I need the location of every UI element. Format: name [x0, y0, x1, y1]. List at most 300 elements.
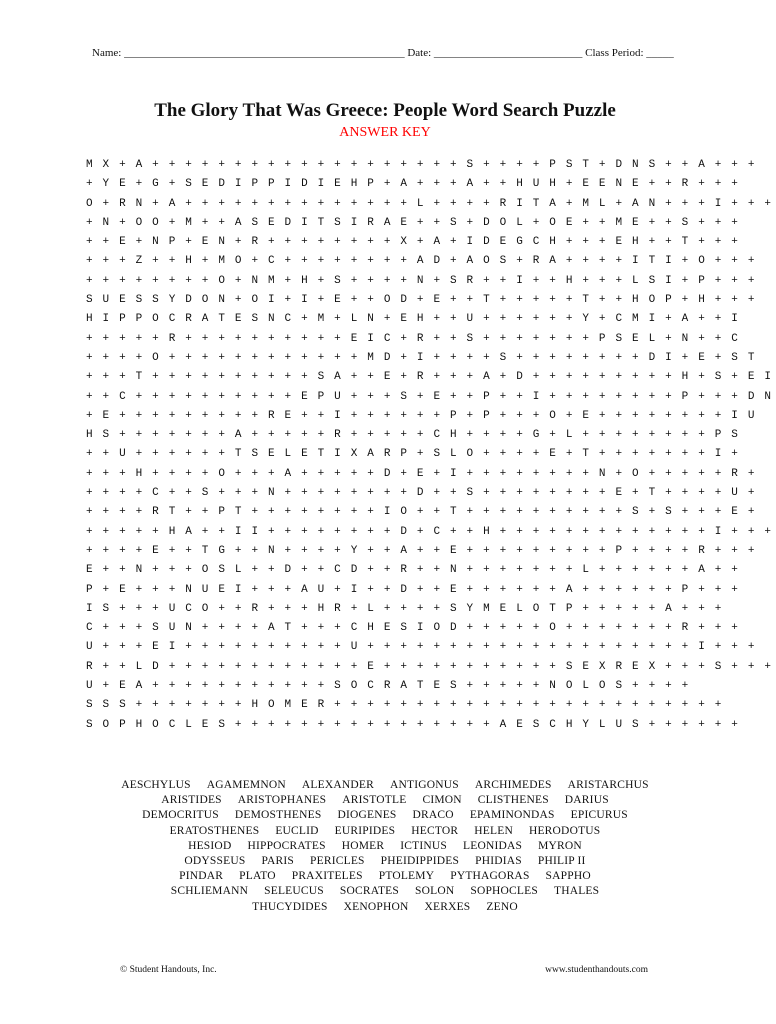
grid-letter: + [466, 371, 474, 384]
grid-letter: + [648, 680, 656, 693]
grid-letter: + [516, 544, 523, 557]
grid-letter: + [565, 564, 573, 577]
grid-letter: + [598, 390, 606, 403]
grid-letter: P [698, 274, 705, 287]
word-bank-word: HECTOR [411, 824, 459, 837]
grid-letter: + [317, 236, 325, 249]
grid-letter: + [615, 699, 623, 712]
grid-letter: + [267, 371, 275, 384]
grid-letter: + [251, 564, 259, 577]
grid-letter: E [499, 236, 507, 249]
grid-letter: + [400, 487, 407, 500]
grid-letter: S [632, 718, 639, 731]
grid-letter: + [615, 255, 623, 268]
grid-letter: A [416, 255, 424, 268]
grid-letter: + [516, 622, 523, 635]
grid-letter: S [565, 660, 573, 673]
grid-letter: D [350, 564, 358, 577]
grid-letter: H [516, 178, 523, 191]
grid-letter: + [499, 274, 507, 287]
grid-letter: + [731, 390, 738, 403]
grid-letter: + [499, 313, 507, 326]
grid-letter: E [400, 313, 407, 326]
grid-letter: + [532, 332, 540, 345]
grid-letter: + [400, 660, 407, 673]
grid-letter: + [185, 236, 192, 249]
grid-letter: + [367, 564, 374, 577]
grid-letter: + [416, 525, 424, 538]
grid-letter: P [714, 429, 722, 442]
grid-letter: N [102, 216, 110, 229]
grid-letter: + [350, 487, 358, 500]
grid-letter: U [85, 680, 93, 693]
grid-letter: O [218, 467, 225, 480]
grid-letter: E [301, 390, 308, 403]
grid-letter: S [334, 216, 341, 229]
grid-letter: + [565, 178, 573, 191]
grid-letter: R [85, 660, 93, 673]
grid-letter: + [234, 197, 242, 210]
grid-letter: E [119, 294, 126, 307]
grid-letter: + [648, 602, 656, 615]
grid-letter: R [681, 178, 689, 191]
grid-letter: + [698, 660, 705, 673]
grid-letter: L [284, 448, 292, 461]
grid-letter: L [350, 313, 358, 326]
grid-row [81, 523, 776, 542]
grid-letter: + [516, 699, 523, 712]
grid-letter: + [218, 680, 225, 693]
grid-letter: U [201, 583, 209, 596]
grid-letter: + [598, 294, 606, 307]
grid-letter: + [218, 641, 225, 654]
grid-letter: U [466, 313, 474, 326]
grid-letter: + [466, 197, 474, 210]
grid-letter: + [615, 448, 623, 461]
grid-letter: + [218, 429, 225, 442]
grid-letter: + [301, 429, 308, 442]
grid-letter: T [549, 602, 556, 615]
grid-letter: + [284, 236, 292, 249]
grid-letter: + [549, 371, 556, 384]
grid-letter: + [450, 699, 457, 712]
grid-letter: + [450, 313, 457, 326]
grid-letter: U [615, 718, 623, 731]
grid-letter: X [350, 448, 358, 461]
grid-letter: C [334, 564, 341, 577]
grid-letter: + [383, 564, 391, 577]
word-bank-word: SCHLIEMANN [170, 885, 249, 898]
grid-letter: A [698, 564, 705, 577]
grid-letter: + [251, 506, 259, 519]
grid-letter: + [483, 351, 490, 364]
grid-letter: + [433, 332, 441, 345]
grid-letter: T [450, 506, 457, 519]
grid-letter: + [565, 351, 573, 364]
grid-letter: + [698, 390, 705, 403]
grid-letter: C [433, 525, 441, 538]
grid-letter: + [400, 409, 407, 422]
grid-letter: + [714, 390, 722, 403]
grid-letter: T [201, 544, 209, 557]
grid-letter: R [416, 332, 424, 345]
grid-letter: + [632, 564, 639, 577]
grid-letter: + [450, 236, 457, 249]
grid-letter: S [681, 216, 689, 229]
grid-letter: + [714, 583, 722, 596]
grid-letter: + [168, 390, 176, 403]
grid-letter: + [416, 641, 424, 654]
grid-letter: + [267, 583, 275, 596]
grid-letter: + [466, 544, 474, 557]
grid-letter: T [582, 159, 589, 171]
grid-letter: Y [582, 718, 589, 731]
grid-letter: + [85, 448, 93, 461]
grid-letter: + [234, 371, 242, 384]
word-bank-word: ARCHIMEDES [474, 779, 552, 791]
grid-letter: + [251, 371, 259, 384]
grid-letter: H [168, 525, 176, 538]
grid-letter: + [135, 429, 143, 442]
grid-letter: + [251, 487, 259, 500]
grid-letter: + [681, 718, 689, 731]
grid-letter: + [499, 680, 507, 693]
grid-row [81, 600, 776, 619]
grid-letter: + [284, 583, 292, 596]
grid-row [81, 465, 776, 484]
grid-letter: + [714, 641, 722, 654]
grid-letter: + [317, 159, 325, 171]
grid-letter: + [532, 487, 540, 500]
grid-letter: + [367, 274, 374, 287]
grid-letter: + [102, 487, 110, 500]
grid-letter: + [85, 332, 93, 345]
grid-letter: + [284, 506, 292, 519]
grid-letter: S [433, 448, 441, 461]
grid-letter: + [301, 525, 308, 538]
grid-letter: + [665, 429, 672, 442]
word-bank-word: CIMON [422, 794, 462, 807]
grid-letter: + [714, 332, 722, 345]
grid-letter: A [284, 467, 292, 480]
grid-letter: + [433, 602, 441, 615]
grid-letter: + [714, 216, 722, 229]
grid-letter: A [135, 159, 143, 171]
grid-letter: S [152, 622, 159, 635]
grid-letter: + [565, 641, 573, 654]
grid-letter: I [516, 274, 523, 287]
grid-letter: + [284, 332, 292, 345]
grid-letter: + [416, 429, 424, 442]
grid-letter: + [466, 409, 474, 422]
grid-letter: E [284, 409, 292, 422]
grid-letter: + [251, 332, 259, 345]
grid-letter: + [135, 390, 143, 403]
grid-letter: C [731, 332, 738, 345]
grid-letter: + [714, 159, 722, 171]
grid-letter: + [284, 371, 292, 384]
grid-letter: L [632, 274, 639, 287]
grid-letter: + [698, 583, 705, 596]
grid-letter: + [119, 409, 126, 422]
grid-letter: + [383, 178, 391, 191]
grid-letter: + [334, 255, 341, 268]
grid-letter: + [201, 216, 209, 229]
grid-letter: + [731, 197, 738, 210]
grid-letter: + [267, 602, 275, 615]
grid-letter: + [85, 525, 93, 538]
grid-letter: S [615, 680, 623, 693]
grid-letter: C [85, 622, 93, 635]
grid-letter: E [433, 390, 441, 403]
grid-letter: + [532, 313, 540, 326]
grid-letter: I [350, 583, 358, 596]
grid-letter: S [714, 660, 722, 673]
grid-letter: + [135, 506, 143, 519]
grid-letter: + [350, 409, 358, 422]
grid-letter: + [532, 294, 540, 307]
grid-letter: S [615, 332, 623, 345]
grid-letter: + [450, 197, 457, 210]
grid-letter: D [284, 564, 292, 577]
grid-letter: + [119, 487, 126, 500]
grid-letter: D [615, 159, 623, 171]
grid-letter: + [681, 680, 689, 693]
grid-letter: S [665, 506, 672, 519]
grid-letter: + [234, 236, 242, 249]
grid-letter: E [301, 699, 308, 712]
grid-letter: S [85, 699, 93, 712]
grid-letter: + [516, 487, 523, 500]
grid-letter: A [499, 718, 507, 731]
grid-letter: + [747, 294, 755, 307]
grid-letter: A [367, 448, 374, 461]
grid-letter: + [764, 660, 771, 673]
grid-letter: + [698, 622, 705, 635]
grid-letter: H [416, 313, 424, 326]
grid-letter: + [698, 429, 705, 442]
grid-letter: + [135, 409, 143, 422]
grid-letter: E [747, 371, 755, 384]
grid-letter: E [615, 487, 623, 500]
grid-letter: R [383, 448, 391, 461]
grid-letter: R [251, 602, 259, 615]
grid-letter: + [665, 371, 672, 384]
grid-letter: + [532, 159, 540, 171]
grid-letter: + [747, 197, 755, 210]
word-bank-word: SOCRATES [339, 885, 399, 898]
grid-letter: H [549, 236, 556, 249]
grid-letter: + [582, 506, 589, 519]
grid-letter: + [301, 564, 308, 577]
word-bank-word: THUCYDIDES [252, 900, 328, 913]
grid-letter: + [483, 197, 490, 210]
grid-letter: + [152, 602, 159, 615]
grid-row [81, 638, 776, 657]
grid-letter: + [185, 467, 192, 480]
word-bank-word: EPAMINONDAS [469, 809, 555, 822]
grid-letter: N [764, 390, 771, 403]
grid-row [81, 291, 776, 310]
grid-letter: + [483, 467, 490, 480]
grid-letter: + [218, 390, 225, 403]
grid-letter: + [532, 409, 540, 422]
grid-letter: + [367, 506, 374, 519]
grid-letter: I [334, 448, 341, 461]
grid-letter: + [168, 660, 176, 673]
grid-letter: + [532, 448, 540, 461]
grid-letter: N [218, 294, 225, 307]
grid-letter: + [450, 332, 457, 345]
grid-letter: R [416, 371, 424, 384]
grid-letter: M [632, 313, 639, 326]
grid-letter: + [433, 467, 441, 480]
grid-letter: I [516, 197, 523, 210]
grid-letter: E [582, 178, 589, 191]
grid-letter: + [334, 583, 341, 596]
grid-letter: + [135, 351, 143, 364]
word-bank-line [0, 808, 770, 823]
grid-letter: + [234, 641, 242, 654]
grid-letter: P [119, 313, 126, 326]
grid-letter: U [350, 641, 358, 654]
grid-letter: S [648, 159, 656, 171]
grid-letter: + [483, 660, 490, 673]
grid-letter: N [681, 332, 689, 345]
grid-letter: T [317, 448, 325, 461]
grid-letter: T [234, 506, 242, 519]
grid-letter: + [185, 197, 192, 210]
grid-letter: T [135, 371, 143, 384]
grid-letter: + [565, 467, 573, 480]
grid-letter: N [549, 680, 556, 693]
grid-letter: + [582, 332, 589, 345]
grid-letter: M [267, 274, 275, 287]
grid-letter: + [267, 159, 275, 171]
word-bank-line [0, 884, 770, 899]
grid-letter: + [317, 525, 325, 538]
grid-letter: + [648, 467, 656, 480]
grid-letter: + [549, 641, 556, 654]
grid-letter: + [466, 467, 474, 480]
grid-letter: + [119, 159, 126, 171]
grid-letter: P [317, 390, 325, 403]
grid-letter: + [267, 429, 275, 442]
grid-row [81, 195, 776, 214]
word-bank-word: DEMOSTHENES [234, 809, 322, 822]
grid-letter: + [433, 409, 441, 422]
grid-letter: + [119, 641, 126, 654]
grid-letter: + [135, 487, 143, 500]
grid-letter: + [251, 718, 259, 731]
word-bank-word: PINDAR [179, 870, 224, 883]
grid-letter: + [466, 680, 474, 693]
grid-letter: S [119, 699, 126, 712]
grid-letter: + [185, 699, 192, 712]
grid-letter: + [284, 390, 292, 403]
grid-letter: + [350, 274, 358, 287]
grid-letter: + [499, 429, 507, 442]
grid-letter: + [185, 390, 192, 403]
grid-letter: + [598, 506, 606, 519]
grid-letter: + [267, 564, 275, 577]
grid-letter: + [201, 680, 209, 693]
grid-letter: S [714, 371, 722, 384]
grid-letter: + [301, 159, 308, 171]
grid-letter: S [85, 294, 93, 307]
grid-letter: T [234, 448, 242, 461]
grid-letter: E [632, 332, 639, 345]
grid-letter: N [135, 564, 143, 577]
grid-letter: R [367, 216, 374, 229]
grid-letter: + [764, 197, 771, 210]
grid-letter: + [615, 294, 623, 307]
grid-letter: E [367, 660, 374, 673]
grid-letter: + [665, 680, 672, 693]
grid-letter: G [516, 236, 523, 249]
grid-letter: + [185, 544, 192, 557]
grid-letter: + [598, 236, 606, 249]
grid-letter: + [218, 622, 225, 635]
grid-letter: + [284, 294, 292, 307]
grid-letter: D [433, 255, 441, 268]
grid-letter: + [102, 390, 110, 403]
grid-letter: + [152, 467, 159, 480]
grid-letter: I [284, 178, 292, 191]
grid-letter: + [714, 313, 722, 326]
grid-letter: S [648, 274, 656, 287]
grid-letter: + [499, 467, 507, 480]
grid-letter: R [731, 467, 738, 480]
word-bank-line [0, 900, 770, 915]
grid-letter: + [516, 583, 523, 596]
grid-letter: + [648, 178, 656, 191]
grid-letter: + [632, 390, 639, 403]
grid-letter: O [433, 622, 441, 635]
grid-letter: + [185, 429, 192, 442]
grid-letter: + [632, 351, 639, 364]
grid-letter: + [218, 487, 225, 500]
grid-letter: + [698, 525, 705, 538]
grid-letter: + [102, 467, 110, 480]
grid-letter: + [102, 332, 110, 345]
grid-letter: + [681, 351, 689, 364]
grid-letter: + [615, 583, 623, 596]
grid-letter: + [119, 525, 126, 538]
grid-letter: + [119, 602, 126, 615]
grid-letter: C [383, 332, 391, 345]
grid-letter: + [301, 506, 308, 519]
grid-letter: + [632, 699, 639, 712]
grid-letter: + [152, 429, 159, 442]
word-bank-word: DIOGENES [337, 809, 397, 822]
grid-letter: + [218, 699, 225, 712]
grid-letter: + [681, 409, 689, 422]
grid-letter: + [565, 390, 573, 403]
grid-letter: P [615, 544, 623, 557]
grid-letter: O [466, 448, 474, 461]
grid-letter: + [615, 197, 623, 210]
grid-letter: + [334, 622, 341, 635]
grid-letter: + [731, 583, 738, 596]
grid-letter: + [698, 216, 705, 229]
grid-letter: P [119, 718, 126, 731]
grid-letter: + [698, 718, 705, 731]
grid-letter: + [102, 506, 110, 519]
grid-letter: A [234, 429, 242, 442]
grid-letter: + [582, 429, 589, 442]
grid-letter: + [549, 332, 556, 345]
